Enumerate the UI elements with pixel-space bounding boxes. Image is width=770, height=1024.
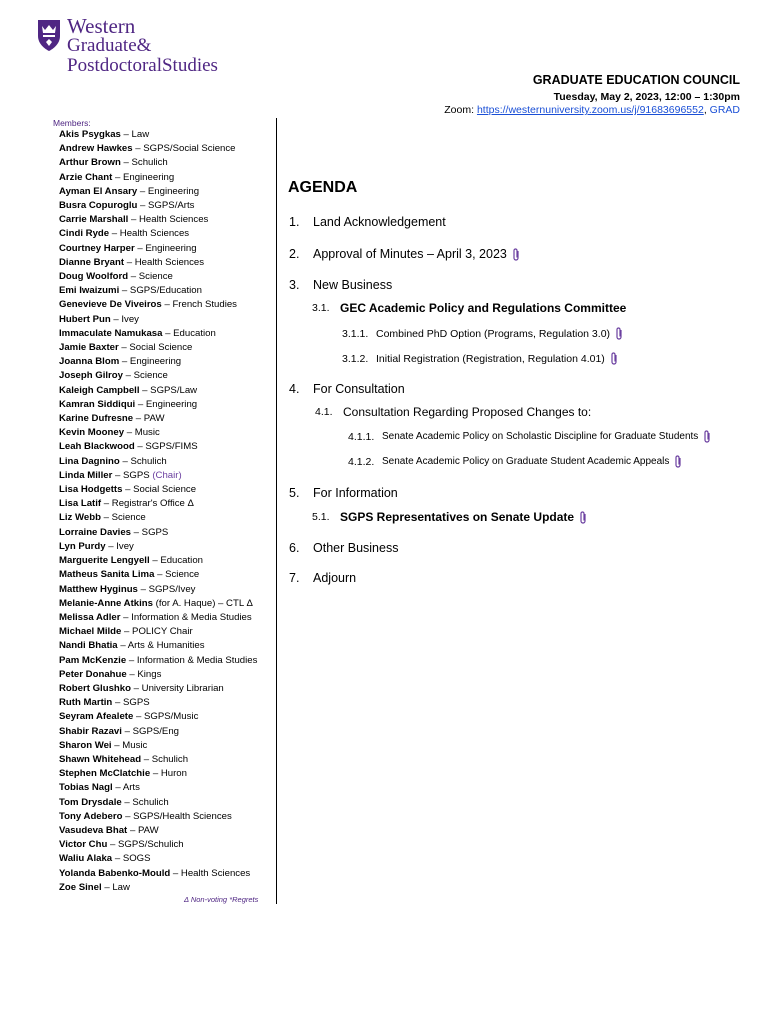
member-role: – PAW bbox=[129, 824, 159, 836]
logo-line-2: Graduate& bbox=[67, 35, 152, 56]
member-name: Tom Drysdale bbox=[59, 796, 122, 808]
agenda-num: 4.1.1. bbox=[348, 430, 375, 443]
member-role: – Registrar's Office Δ bbox=[103, 498, 194, 510]
member-row bbox=[59, 554, 273, 568]
member-role: – Information & Media Studies bbox=[123, 611, 252, 623]
member-name: Carrie Marshall bbox=[59, 214, 129, 226]
member-row bbox=[59, 654, 273, 668]
member-row bbox=[59, 511, 273, 525]
members-list bbox=[59, 128, 273, 895]
member-row bbox=[59, 313, 273, 327]
member-name: Seyram Afealete bbox=[59, 711, 134, 723]
member-row bbox=[59, 739, 273, 753]
agenda-num: 4.1. bbox=[315, 406, 333, 418]
member-row bbox=[59, 440, 273, 454]
council-title: GRADUATE EDUCATION COUNCIL bbox=[532, 73, 740, 87]
agenda-label: Adjourn bbox=[313, 571, 357, 585]
member-name: Robert Glushko bbox=[59, 682, 131, 694]
agenda-num: 3.1.2. bbox=[342, 352, 369, 365]
member-row bbox=[59, 696, 273, 710]
member-name: Vasudeva Bhat bbox=[59, 824, 128, 836]
logo-wordmark bbox=[67, 16, 218, 76]
member-role: – Science bbox=[130, 271, 173, 283]
member-role: – Engineering bbox=[139, 185, 200, 197]
member-role: – Health Sciences bbox=[172, 867, 251, 879]
member-row bbox=[59, 583, 273, 597]
logo-line-3: PostdoctoralStudies bbox=[67, 55, 218, 76]
member-row bbox=[59, 156, 273, 170]
member-name: Lorraine Davies bbox=[59, 526, 131, 538]
member-row bbox=[59, 568, 273, 582]
member-role: – Education bbox=[152, 555, 203, 567]
member-name: Lisa Hodgetts bbox=[59, 484, 123, 496]
member-name: Shabir Razavi bbox=[59, 725, 122, 737]
zoom-label: Zoom: bbox=[444, 104, 477, 116]
member-row bbox=[59, 852, 273, 866]
agenda-num: 3. bbox=[289, 278, 300, 292]
meeting-date: Tuesday, May 2, 2023, 12:00 – 1:30pm bbox=[553, 91, 740, 103]
agenda-label: Combined PhD Option (Programs, Regulation 3.0) bbox=[376, 327, 611, 340]
member-row bbox=[59, 142, 273, 156]
western-gps-logo bbox=[36, 16, 218, 76]
member-role: – Science bbox=[125, 370, 168, 382]
member-row bbox=[59, 611, 273, 625]
member-role: – PAW bbox=[135, 413, 165, 425]
column-divider bbox=[276, 118, 277, 904]
agenda-label: Consultation Regarding Proposed Changes to: bbox=[343, 405, 592, 419]
member-role: – Law bbox=[123, 129, 150, 140]
member-name: Joanna Blom bbox=[59, 356, 120, 368]
member-row bbox=[59, 327, 273, 341]
member-row bbox=[59, 753, 273, 767]
member-name: Melanie-Anne Atkins bbox=[59, 597, 153, 609]
member-role: – Music bbox=[114, 739, 148, 751]
member-role: – Engineering bbox=[137, 242, 197, 254]
agenda-item-1 bbox=[289, 215, 446, 229]
member-name: Ayman El Ansary bbox=[59, 185, 138, 197]
member-role: – Engineering bbox=[121, 356, 182, 368]
agenda-label: For Consultation bbox=[313, 382, 405, 396]
member-role: – Schulich bbox=[123, 157, 168, 169]
member-row bbox=[59, 767, 273, 781]
member-row bbox=[59, 639, 273, 653]
member-name: Akis Psygkas bbox=[59, 129, 121, 140]
agenda-label: GEC Academic Policy and Regulations Committee bbox=[340, 301, 627, 315]
member-role: – Schulich bbox=[124, 796, 169, 808]
member-row bbox=[59, 284, 273, 298]
member-name: Doug Woolford bbox=[59, 271, 129, 283]
agenda-num: 5. bbox=[289, 486, 300, 500]
member-role: – SGPS bbox=[114, 469, 150, 481]
member-row bbox=[59, 483, 273, 497]
member-role: – Music bbox=[126, 427, 160, 439]
member-role: – SOGS bbox=[114, 853, 151, 865]
member-name: Lyn Purdy bbox=[59, 540, 106, 552]
member-chair-tag: (Chair) bbox=[149, 469, 182, 481]
member-role: – Schulich bbox=[143, 753, 189, 765]
member-role: – Ivey bbox=[113, 313, 139, 325]
agenda-item-3-1-1 bbox=[342, 327, 623, 340]
member-name: Peter Donahue bbox=[59, 668, 127, 680]
member-name: Linda Miller bbox=[59, 469, 113, 481]
member-name: Leah Blackwood bbox=[59, 441, 135, 453]
member-name: Hubert Pun bbox=[59, 313, 111, 325]
member-role: – Health Sciences bbox=[126, 256, 205, 268]
member-row bbox=[59, 810, 273, 824]
member-row bbox=[59, 398, 273, 412]
agenda-item-3 bbox=[289, 278, 392, 292]
members-label: Members: bbox=[53, 118, 91, 128]
member-role: – Information & Media Studies bbox=[128, 654, 258, 666]
member-name: Victor Chu bbox=[59, 839, 108, 851]
agenda-item-2 bbox=[289, 247, 520, 261]
paperclip-icon[interactable] bbox=[675, 455, 682, 468]
paperclip-icon[interactable] bbox=[704, 430, 711, 443]
zoom-suffix: GRAD bbox=[709, 104, 740, 116]
member-row bbox=[59, 128, 273, 142]
member-role: – Social Science bbox=[125, 484, 197, 496]
agenda-label: Initial Registration (Registration, Regulation 4.01) bbox=[376, 352, 605, 365]
member-name: Pam McKenzie bbox=[59, 654, 127, 666]
member-role: – SGPS bbox=[133, 526, 169, 538]
member-role: – SGPS/Music bbox=[135, 711, 199, 723]
member-row bbox=[59, 384, 273, 398]
members-legend: Δ Non-voting *Regrets bbox=[184, 895, 259, 904]
member-name: Tobias Nagl bbox=[59, 782, 113, 794]
member-role: – SGPS/Law bbox=[142, 384, 198, 396]
member-name: Andrew Hawkes bbox=[59, 143, 133, 155]
member-row bbox=[59, 171, 273, 185]
member-role: – Kings bbox=[129, 668, 162, 680]
agenda-num: 1. bbox=[289, 215, 300, 229]
member-row bbox=[59, 355, 273, 369]
agenda-item-5-1 bbox=[312, 510, 587, 524]
paperclip-icon[interactable] bbox=[513, 248, 520, 261]
member-row bbox=[59, 725, 273, 739]
member-row bbox=[59, 497, 273, 511]
zoom-link[interactable]: https://westernuniversity.zoom.us/j/91683696552 bbox=[476, 104, 704, 116]
member-name: Michael Milde bbox=[59, 626, 122, 638]
member-role: – Engineering bbox=[137, 398, 198, 410]
member-role: – University Librarian bbox=[133, 682, 224, 694]
member-role: – French Studies bbox=[164, 299, 237, 311]
member-row bbox=[59, 796, 273, 810]
zoom-line: Zoom: https://westernuniversity.zoom.us/j/91683696552, GRAD bbox=[444, 104, 740, 116]
member-name: Kevin Mooney bbox=[59, 427, 125, 439]
member-name: Lisa Latif bbox=[59, 498, 102, 510]
agenda-label: For Information bbox=[313, 486, 398, 500]
member-row bbox=[59, 412, 273, 426]
member-name: Yolanda Babenko-Mould bbox=[59, 867, 171, 879]
member-role: – SGPS/Ivey bbox=[140, 583, 196, 595]
member-name: Sharon Wei bbox=[59, 739, 112, 751]
member-name: Emi Iwaizumi bbox=[59, 285, 120, 297]
member-role: – SGPS/FIMS bbox=[137, 441, 198, 453]
member-role: – Law bbox=[104, 881, 130, 893]
member-row bbox=[59, 824, 273, 838]
agenda-num: 3.1.1. bbox=[342, 327, 369, 340]
member-row bbox=[59, 256, 273, 270]
member-name: Karine Dufresne bbox=[59, 413, 134, 425]
agenda-item-6 bbox=[289, 541, 398, 555]
member-name: Arzie Chant bbox=[59, 171, 113, 183]
western-crest-icon bbox=[36, 18, 62, 52]
agenda-item-3-1-2 bbox=[342, 352, 618, 365]
agenda-label: New Business bbox=[313, 278, 393, 292]
member-row bbox=[59, 298, 273, 312]
member-name: Joseph Gilroy bbox=[59, 370, 123, 382]
agenda-item-4-1-2 bbox=[348, 455, 682, 468]
member-name: Zoe Sinel bbox=[59, 881, 102, 893]
member-role: – SGPS/Eng bbox=[124, 725, 179, 737]
member-row bbox=[59, 881, 273, 895]
member-name: Matheus Sanita Lima bbox=[59, 569, 155, 581]
member-name: Marguerite Lengyell bbox=[59, 555, 150, 567]
member-row bbox=[59, 682, 273, 696]
member-name: Genevieve De Viveiros bbox=[59, 299, 162, 311]
member-role: – Social Science bbox=[121, 342, 193, 354]
member-role: – Science bbox=[103, 512, 146, 524]
member-row bbox=[59, 867, 273, 881]
member-name: Stephen McClatchie bbox=[59, 768, 151, 780]
member-row bbox=[59, 781, 273, 795]
member-role: – Ivey bbox=[108, 540, 134, 552]
agenda-item-4-1-1 bbox=[348, 430, 711, 443]
member-row bbox=[59, 199, 273, 213]
paperclip-icon[interactable] bbox=[616, 327, 623, 340]
member-role: – Health Sciences bbox=[131, 214, 209, 226]
member-role: – SGPS/Education bbox=[121, 285, 202, 297]
member-name: Ruth Martin bbox=[59, 697, 113, 709]
agenda-label: SGPS Representatives on Senate Update bbox=[340, 510, 575, 524]
member-name: Immaculate Namukasa bbox=[59, 327, 163, 339]
member-role: – SGPS/Health Sciences bbox=[125, 810, 232, 822]
member-name: Jamie Baxter bbox=[59, 342, 119, 354]
member-row bbox=[59, 469, 273, 483]
agenda-num: 4.1.2. bbox=[348, 455, 375, 468]
member-role: – SGPS bbox=[114, 697, 150, 709]
member-name: Kaleigh Campbell bbox=[59, 384, 140, 396]
member-name: Shawn Whitehead bbox=[59, 753, 142, 765]
member-role: – Schulich bbox=[122, 455, 167, 467]
agenda-num: 2. bbox=[289, 247, 300, 261]
member-name: Nandi Bhatia bbox=[59, 640, 118, 652]
member-name: Liz Webb bbox=[59, 512, 101, 524]
member-role: – SGPS/Social Science bbox=[135, 143, 236, 155]
member-role: – POLICY Chair bbox=[124, 626, 193, 638]
member-row bbox=[59, 270, 273, 284]
member-name: Kamran Siddiqui bbox=[59, 398, 136, 410]
agenda-num: 5.1. bbox=[312, 511, 330, 523]
agenda-item-5 bbox=[289, 486, 398, 500]
paperclip-icon[interactable] bbox=[580, 511, 587, 524]
agenda-title: AGENDA bbox=[288, 179, 358, 196]
member-role: – Health Sciences bbox=[111, 228, 190, 240]
agenda-label: Other Business bbox=[313, 541, 399, 555]
member-row bbox=[59, 426, 273, 440]
agenda-label: Land Acknowledgement bbox=[313, 215, 446, 229]
member-row bbox=[59, 540, 273, 554]
member-name: Courtney Harper bbox=[59, 242, 135, 254]
member-row bbox=[59, 455, 273, 469]
agenda-label: Senate Academic Policy on Scholastic Discipline for Graduate Students bbox=[382, 431, 699, 442]
agenda-item-4 bbox=[289, 382, 405, 396]
member-role: – Education bbox=[165, 327, 216, 339]
member-name: Matthew Hyginus bbox=[59, 583, 138, 595]
member-name: Cindi Ryde bbox=[59, 228, 110, 240]
member-row bbox=[59, 213, 273, 227]
member-row bbox=[59, 341, 273, 355]
agenda-num: 4. bbox=[289, 382, 300, 396]
agenda-num: 6. bbox=[289, 541, 300, 555]
logo-line-1: Western bbox=[67, 14, 136, 38]
member-name: Lina Dagnino bbox=[59, 455, 120, 467]
member-row bbox=[59, 838, 273, 852]
member-role: – Arts bbox=[115, 782, 140, 794]
member-name: Dianne Bryant bbox=[59, 256, 125, 268]
member-row bbox=[59, 526, 273, 540]
agenda-item-7 bbox=[289, 571, 356, 585]
member-role: (for A. Haque) – CTL Δ bbox=[155, 597, 253, 609]
member-row bbox=[59, 227, 273, 241]
member-row bbox=[59, 710, 273, 724]
member-row bbox=[59, 369, 273, 383]
member-role: – Science bbox=[157, 569, 200, 581]
member-role: – Engineering bbox=[114, 171, 175, 183]
member-row bbox=[59, 597, 273, 611]
agenda-num: 3.1. bbox=[312, 302, 330, 314]
agenda-label: Approval of Minutes – April 3, 2023 bbox=[313, 247, 507, 261]
agenda-item-4-1 bbox=[315, 405, 591, 419]
agenda-label: Senate Academic Policy on Graduate Student Academic Appeals bbox=[382, 456, 670, 467]
paperclip-icon[interactable] bbox=[611, 352, 618, 365]
member-role: – Huron bbox=[152, 768, 187, 780]
member-name: Busra Copuroglu bbox=[59, 200, 138, 212]
member-role: – SGPS/Arts bbox=[140, 200, 195, 212]
member-name: Waliu Alaka bbox=[59, 853, 113, 865]
agenda-num: 7. bbox=[289, 571, 300, 585]
member-name: Tony Adebero bbox=[59, 810, 123, 822]
member-row bbox=[59, 242, 273, 256]
member-name: Arthur Brown bbox=[59, 157, 121, 169]
member-row bbox=[59, 185, 273, 199]
agenda-item-3-1 bbox=[312, 301, 626, 315]
member-name: Melissa Adler bbox=[59, 611, 121, 623]
member-row bbox=[59, 668, 273, 682]
member-role: – SGPS/Schulich bbox=[110, 839, 184, 851]
member-role: – Arts & Humanities bbox=[120, 640, 205, 652]
member-row bbox=[59, 625, 273, 639]
